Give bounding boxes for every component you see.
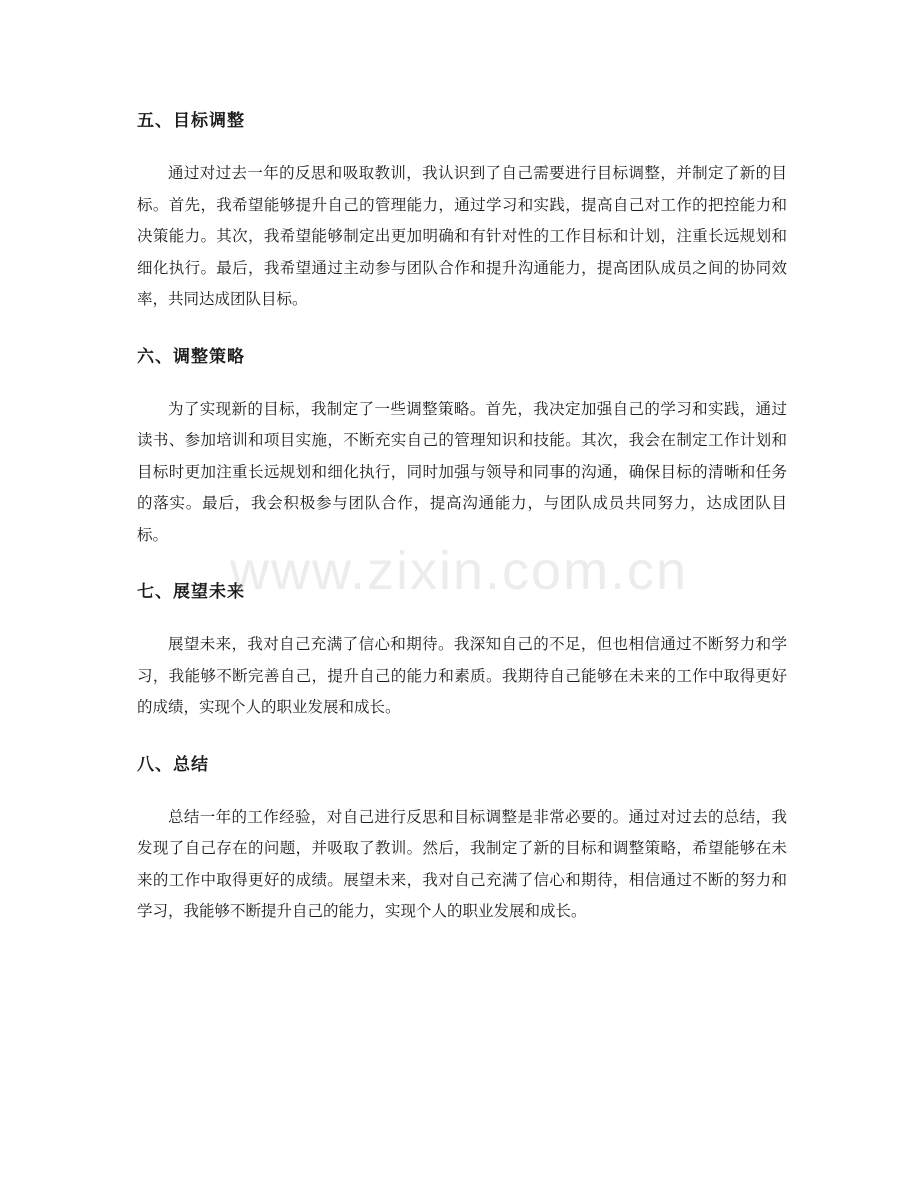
section-paragraph-goal-adjustment: 通过对过去一年的反思和吸取教训，我认识到了自己需要进行目标调整，并制定了新的目标。首先，我希望能够提升自己的管理能力，通过学习和实践，提高自己对工作的把控能力和决策能力。其次，我希望能够制定出更加明确和有针对性的工作目标和计划，注重长远规划和细化执行。最后，我希望通过主动参与团队合作和提升沟通能力，提高团队成员之间的协同效率，共同达成团队目标。 bbox=[137, 164, 787, 308]
watermark: www.zixin.com.cn bbox=[230, 541, 689, 601]
document-body bbox=[137, 104, 787, 928]
section-paragraph-adjustment-strategy: 为了实现新的目标，我制定了一些调整策略。首先，我决定加强自己的学习和实践，通过读书、参加培训和项目实施，不断充实自己的管理知识和技能。其次，我会在制定工作计划和目标时更加注重长远规划和细化执行，同时加强与领导和同事的沟通，确保目标的清晰和任务的落实。最后，我会积极参与团队合作，提高沟通能力，与团队成员共同努力，达成团队目标。 bbox=[137, 399, 787, 544]
section-heading-adjustment-strategy: 六、调整策略 bbox=[137, 346, 245, 367]
section-heading-goal-adjustment: 五、目标调整 bbox=[137, 111, 245, 131]
section-paragraph-outlook: 展望未来，我对自己充满了信心和期待。我深知自己的不足，但也相信通过不断努力和学习，我能够不断完善自己，提升自己的能力和素质。我期待自己能够在未来的工作中取得更好的成绩，实现个人的职业发展和成长。 bbox=[137, 635, 787, 716]
section-heading-outlook: 七、展望未来 bbox=[137, 582, 245, 602]
section-heading-summary: 八、总结 bbox=[137, 754, 209, 775]
section-paragraph-summary: 总结一年的工作经验，对自己进行反思和目标调整是非常必要的。通过对过去的总结，我发现了自己存在的问题，并吸取了教训。然后，我制定了新的目标和调整策略，希望能够在未来的工作中取得更好的成绩。展望未来，我对自己充满了信心和期待，相信通过不断的努力和学习，我能够不断提升自己的能力，实现个人的职业发展和成长。 bbox=[137, 807, 787, 920]
